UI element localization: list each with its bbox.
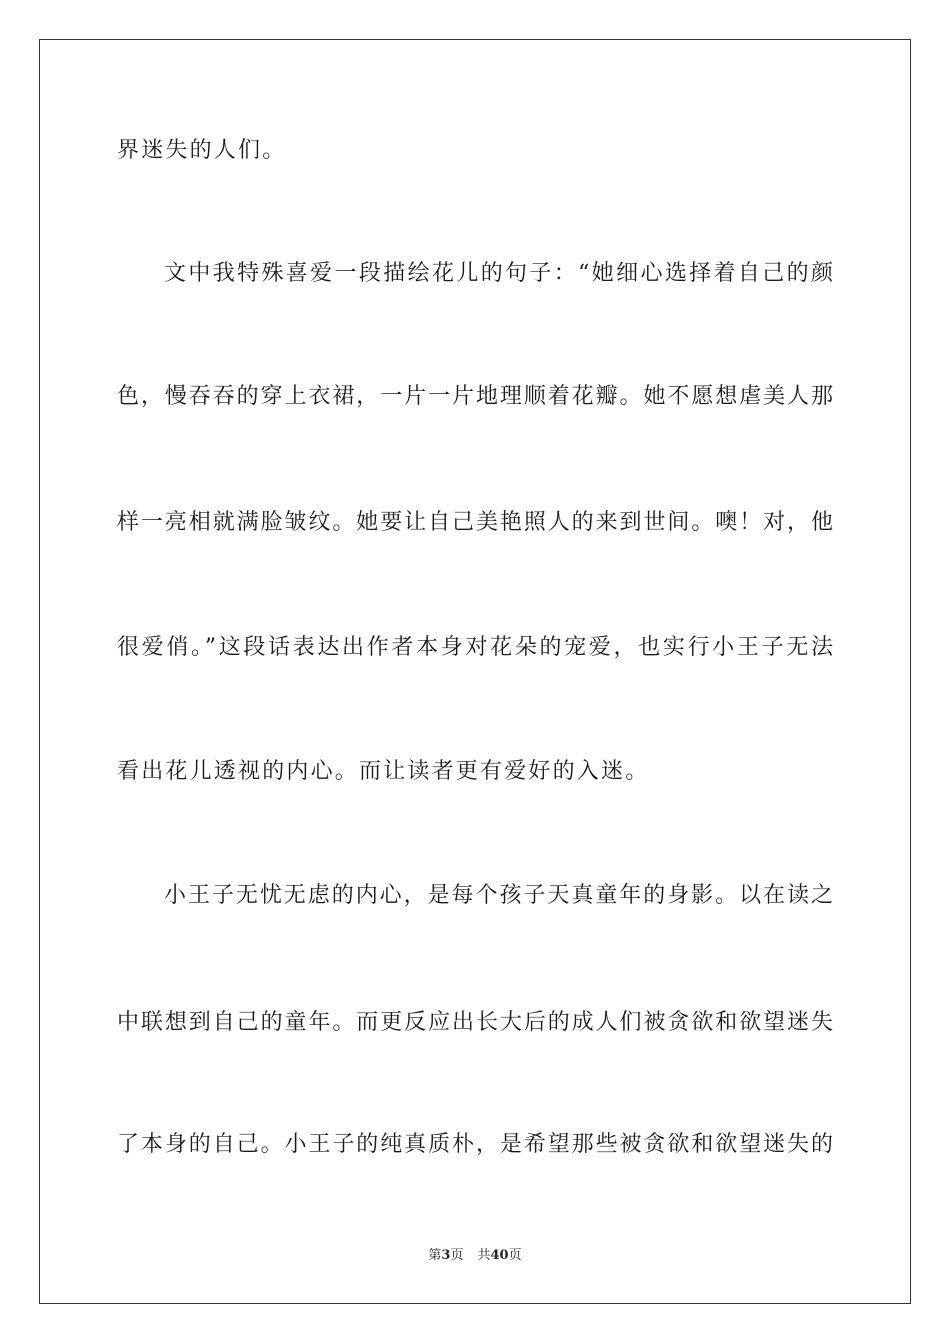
page-suffix: 页 [450, 1248, 464, 1263]
text-line-2: 文中我特殊喜爱一段描绘花儿的句子：“她细心选择着自己的颜 [164, 261, 833, 286]
text-line-5: 很爱俏。”这段话表达出作者本身对花朵的宠爱，也实行小王子无法 [117, 635, 833, 660]
page-number: 3 [441, 1248, 451, 1263]
text-line-1: 界迷失的人们。 [117, 138, 287, 163]
page-prefix: 第 [428, 1248, 442, 1263]
text-line-9: 了本身的自己。小王子的纯真质朴，是希望那些被贪欲和欲望迷失的 [117, 1132, 833, 1157]
page-indicator [428, 1247, 463, 1265]
total-suffix: 页 [508, 1248, 522, 1263]
page-border [39, 39, 911, 1304]
text-line-7: 小王子无忧无虑的内心，是每个孩子天真童年的身影。以在读之 [164, 883, 833, 908]
total-indicator [477, 1247, 521, 1265]
page-footer [0, 1247, 950, 1265]
total-prefix: 共 [477, 1248, 491, 1263]
text-line-8: 中联想到自己的童年。而更反应出长大后的成人们被贪欲和欲望迷失 [117, 1010, 833, 1035]
total-pages: 40 [490, 1248, 509, 1263]
text-line-6: 看出花儿透视的内心。而让读者更有爱好的入迷。 [117, 759, 650, 784]
text-line-4: 样一亮相就满脸皱纹。她要让自己美艳照人的来到世间。噢！对，他 [117, 510, 833, 535]
text-line-3: 色，慢吞吞的穿上衣裙，一片一片地理顺着花瓣。她不愿想虐美人那 [117, 384, 833, 409]
